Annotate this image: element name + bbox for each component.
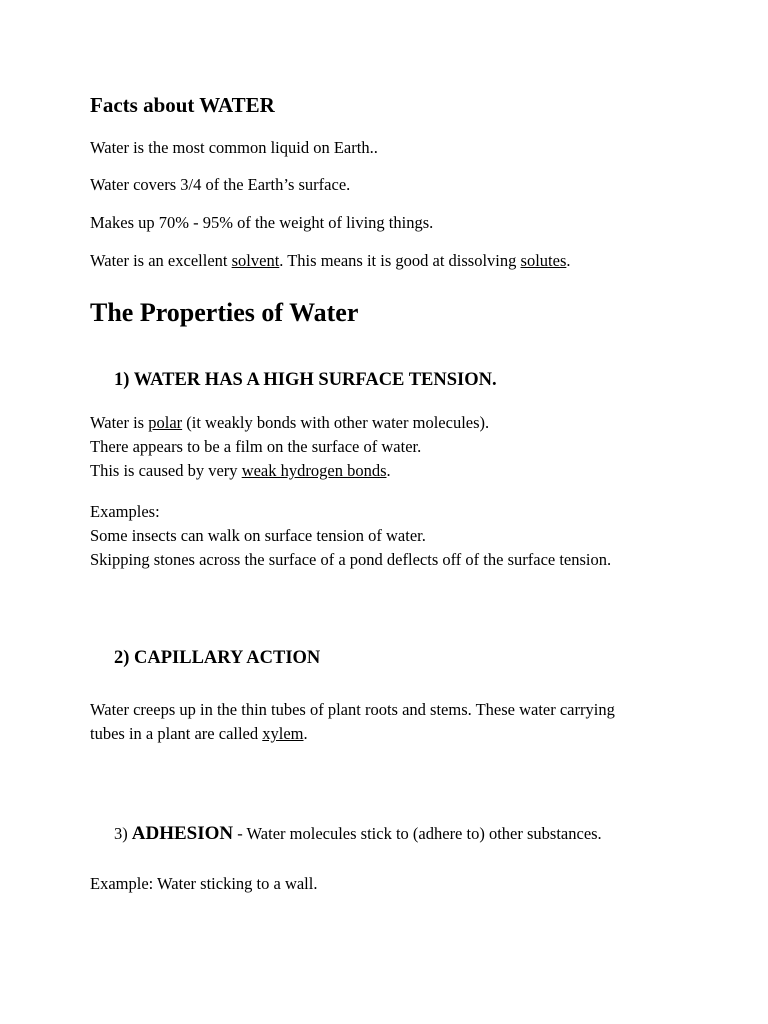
fact-line-4-text-c: . xyxy=(566,251,571,270)
capillary-line-2-text-a: tubes in a plant are called xyxy=(90,724,263,743)
example-2: Skipping stones across the surface of a pond deflects off of the surface tension. xyxy=(90,550,612,569)
xylem-term: xylem xyxy=(262,724,304,743)
example-1: Some insects can walk on surface tension of water. xyxy=(90,526,426,545)
surface-tension-line-1 xyxy=(90,411,489,435)
adhesion-number: 3) xyxy=(114,824,128,843)
capillary-paragraph xyxy=(90,698,615,746)
fact-line-3: Makes up 70% - 95% of the weight of living things. xyxy=(90,213,434,232)
polar-term: polar xyxy=(148,413,183,432)
solutes-term: solutes xyxy=(520,251,567,270)
fact-line-4-text-a: Water is an excellent xyxy=(90,251,232,270)
properties-heading: The Properties of Water xyxy=(90,298,359,327)
adhesion-example: Example: Water sticking to a wall. xyxy=(90,874,318,893)
examples-label: Examples: xyxy=(90,502,160,521)
capillary-line-2 xyxy=(90,722,615,746)
solvent-term: solvent xyxy=(231,251,280,270)
fact-line-4 xyxy=(90,249,571,273)
surface-tension-line-1-text-b: (it weakly bonds with other water molecules). xyxy=(182,413,490,432)
facts-heading: Facts about WATER xyxy=(90,93,275,117)
fact-line-1: Water is the most common liquid on Earth.. xyxy=(90,138,378,157)
weak-hydrogen-bonds-term: weak hydrogen bonds xyxy=(241,461,387,480)
fact-line-2: Water covers 3/4 of the Earth’s surface. xyxy=(90,175,351,194)
adhesion-description: - Water molecules stick to (adhere to) other substances. xyxy=(233,824,602,843)
surface-tension-examples xyxy=(90,500,611,572)
surface-tension-line-3-text-b: . xyxy=(386,461,391,480)
fact-line-4-text-b: . This means it is good at dissolving xyxy=(279,251,521,270)
surface-tension-heading: 1) WATER HAS A HIGH SURFACE TENSION. xyxy=(114,370,497,390)
surface-tension-paragraph xyxy=(90,411,489,483)
surface-tension-line-1-text-a: Water is xyxy=(90,413,149,432)
adhesion-heading-line xyxy=(114,822,602,846)
capillary-line-2-text-b: . xyxy=(303,724,308,743)
adhesion-title: ADHESION xyxy=(131,823,234,844)
capillary-line-1: Water creeps up in the thin tubes of plant roots and stems. These water carrying xyxy=(90,700,615,719)
surface-tension-line-3-text-a: This is caused by very xyxy=(90,461,242,480)
surface-tension-line-2: There appears to be a film on the surface of water. xyxy=(90,437,422,456)
capillary-action-heading: 2) CAPILLARY ACTION xyxy=(114,648,321,668)
surface-tension-line-3 xyxy=(90,459,489,483)
